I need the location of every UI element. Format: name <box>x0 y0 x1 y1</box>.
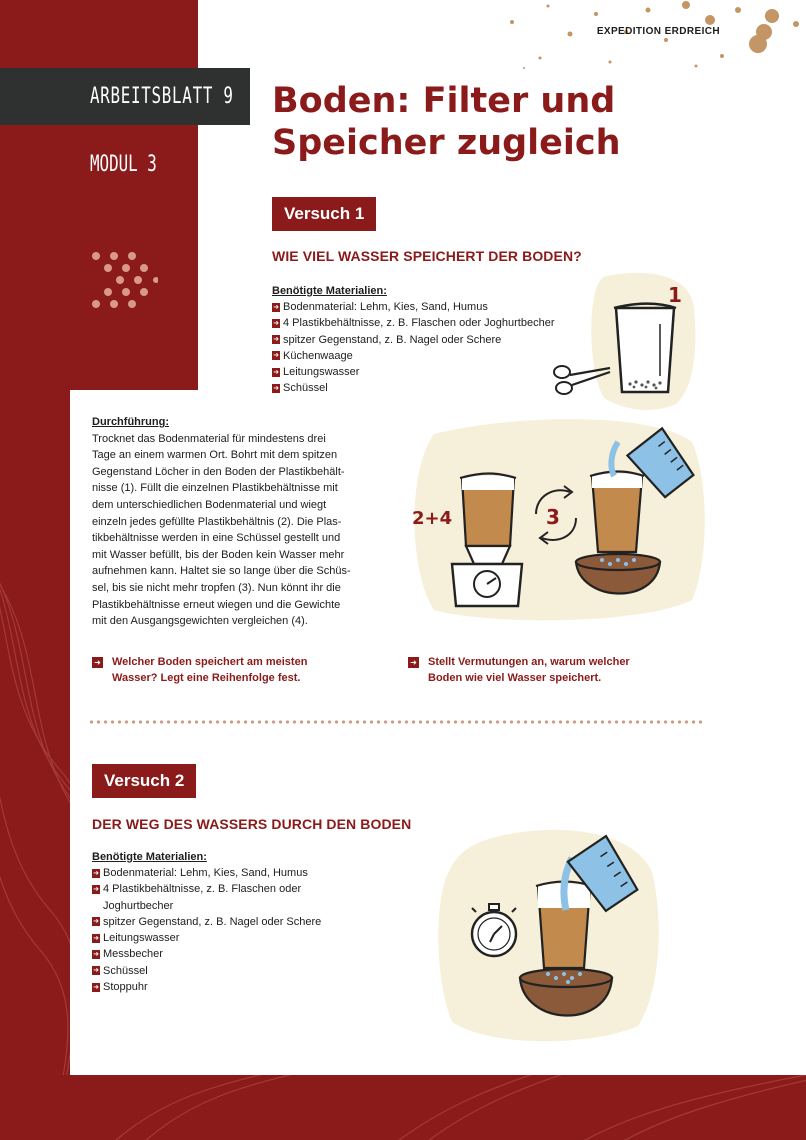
arrow-icon: ➜ <box>273 352 279 360</box>
steps-illustration <box>404 414 710 626</box>
list-item: ➜ spitzer Gegenstand, z. B. Nagel oder Schere <box>93 915 322 928</box>
procedure-line: aufnehmen kann. Haltet sie so lange über die Schüs- <box>92 565 351 578</box>
arrow-icon: ➜ <box>273 384 279 392</box>
procedure-line: dem unterschiedlichen Bodenmaterial und wiegt <box>92 498 327 511</box>
list-item: ➜ 4 Plastikbehältnisse, z. B. Flaschen oder Joghurtbecher <box>273 317 555 330</box>
procedure-line: mit Wasser befüllt, bis der Boden kein Wasser mehr <box>92 548 345 561</box>
wave-pattern <box>0 390 70 1140</box>
list-item: ➜ Küchenwaage <box>273 349 353 362</box>
versuch2-materials <box>92 850 392 995</box>
chevron-dots-icon <box>88 248 158 318</box>
list-item: ➜ Bodenmaterial: Lehm, Kies, Sand, Humus <box>273 301 488 313</box>
arrow-icon: ➜ <box>93 983 99 991</box>
versuch2-subtitle: DER WEG DES WASSERS DURCH DEN BODEN <box>92 816 412 832</box>
arrow-icon: ➜ <box>93 869 99 877</box>
arrow-icon: ➜ <box>273 336 279 344</box>
question-1: ➜ Welcher Boden speichert am meisten Wasser? Legt eine Reihenfolge fest. <box>92 654 392 686</box>
step3-number: 3 <box>546 505 560 529</box>
header-red-block <box>0 0 198 390</box>
arrow-icon: ➜ <box>408 657 419 668</box>
list-item: Joghurtbecher <box>103 899 174 912</box>
bottom-red-band <box>0 1075 806 1140</box>
procedure-line: mit den Ausgangsgewichten vergleichen (4). <box>92 615 308 628</box>
arrow-icon: ➜ <box>273 319 279 327</box>
list-item: ➜ Leitungswasser <box>273 366 360 379</box>
step1-number: 1 <box>668 283 682 307</box>
page-title-line-2: Speicher zugleich <box>272 123 621 163</box>
procedure-heading: Durchführung: <box>92 416 169 428</box>
arrow-icon: ➜ <box>93 967 99 975</box>
list-item: ➜ Schüssel <box>273 382 328 395</box>
arrow-icon: ➜ <box>273 303 279 311</box>
materials-heading: Benötigte Materialien: <box>272 285 387 297</box>
procedure-line: nisse (1). Füllt die einzelnen Plastikbehältnisse mit <box>92 482 338 495</box>
left-red-margin <box>0 390 70 1140</box>
worksheet-label: ARBEITSBLATT 9 <box>90 84 234 109</box>
procedure-line: Tage an einem warmen Ort. Bohrt mit dem spitzen <box>92 449 338 462</box>
versuch2-illustration <box>432 822 662 1052</box>
versuch1-badge: Versuch 1 <box>272 197 376 231</box>
module-label-box <box>90 152 183 177</box>
arrow-icon: ➜ <box>93 934 99 942</box>
procedure-text <box>92 414 374 630</box>
step24-number: 2+4 <box>412 508 453 529</box>
page-title <box>272 80 772 164</box>
decorative-dots <box>420 0 806 75</box>
versuch2-badge: Versuch 2 <box>92 764 196 798</box>
arrow-icon: ➜ <box>92 657 103 668</box>
procedure-line: tikbehältnisse werden in eine Schüssel gestellt und <box>92 532 341 545</box>
page-title-line-1: Boden: Filter und <box>272 81 616 121</box>
list-item: ➜ spitzer Gegenstand, z. B. Nagel oder Schere <box>273 333 502 346</box>
list-item: ➜ 4 Plastikbehältnisse, z. B. Flaschen oder <box>93 883 302 896</box>
list-item: ➜ Stoppuhr <box>93 981 148 994</box>
list-item: ➜ Bodenmaterial: Lehm, Kies, Sand, Humus <box>93 867 308 879</box>
worksheet-label-box <box>0 68 250 125</box>
procedure-line: Gegenstand Löcher in den Boden der Plastikbehält- <box>92 465 345 478</box>
beaker-icon <box>614 304 676 393</box>
arrow-icon: ➜ <box>273 368 279 376</box>
module-label: MODUL 3 <box>90 152 157 177</box>
wave-pattern-bottom <box>0 1075 806 1140</box>
arrow-icon: ➜ <box>93 885 99 893</box>
materials-list <box>92 865 392 995</box>
arrow-icon: ➜ <box>93 950 99 958</box>
list-item: ➜ Schüssel <box>93 964 148 977</box>
procedure-line: sel, bis sie nicht mehr tropfen (3). Nun könnt ihr die <box>92 581 341 594</box>
materials-heading: Benötigte Materialien: <box>92 851 207 863</box>
procedure-line: Plastikbehältnisse erneut wiegen und die Gewichte <box>92 598 341 611</box>
question-2: ➜ Stellt Vermutungen an, warum welcher Boden wie viel Wasser speichert. <box>408 654 708 686</box>
arrow-icon: ➜ <box>93 918 99 926</box>
versuch1-subtitle: WIE VIEL WASSER SPEICHERT DER BODEN? <box>272 248 582 264</box>
procedure-line: Trocknet das Bodenmaterial für mindestens drei <box>92 432 326 445</box>
dotted-divider <box>88 720 704 724</box>
list-item: ➜ Messbecher <box>93 948 163 961</box>
procedure-line: einzeln jedes gefüllte Plastikbehältnis (2). Die Plas- <box>92 515 342 528</box>
list-item: ➜ Leitungswasser <box>93 932 180 945</box>
brand-label: EXPEDITION ERDREICH <box>596 26 720 37</box>
step1-illustration <box>548 268 698 418</box>
